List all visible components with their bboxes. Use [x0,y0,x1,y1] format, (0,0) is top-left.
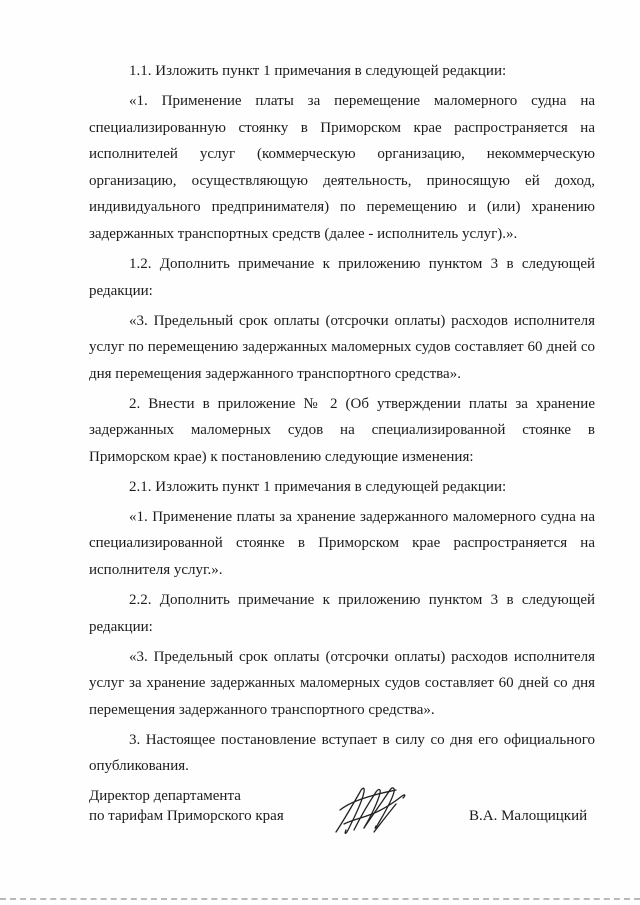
paragraph-2-1: 2.1. Изложить пункт 1 примечания в следующей редакции: [129,478,507,495]
signatory-position [89,786,284,826]
paragraph-2-1-text: «1. Применение платы за хранение задержанного маломерного судна на специализированной стоянке в Приморском крае распространяется на исполнителя услуг.». [89,508,595,579]
document-body [89,58,595,783]
paragraph-1-1: 1.1. Изложить пункт 1 примечания в следующей редакции: [129,63,507,79]
handwritten-signature-icon [330,780,410,842]
paragraph-1-2: 1.2. Дополнить примечание к приложению пунктом 3 в следующей редакции: [89,255,595,299]
signatory-position-line-2: по тарифам Приморского края [89,808,284,824]
signatory-name: В.А. Малощицкий [469,808,588,824]
page-bottom-edge [0,898,640,902]
paragraph-1-1-text: «1. Применение платы за перемещение маломерного судна на специализированную стоянку в Приморском крае распространяется на исполнителей услуг (коммерческую организацию, некоммерческую организацию, осуществляющую деятельность, приносящую ей доход, индивидуального предпринимателя) по перемещению и (или) хранению задержанных транспортных средств (далее - исполнитель услуг).». [89,92,595,242]
signatory-position-line-1: Директор департамента [89,788,241,804]
paragraph-2-2: 2.2. Дополнить примечание к приложению пунктом 3 в следующей редакции: [89,592,595,635]
paragraph-2-2-text: «3. Предельный срок оплаты (отсрочки оплаты) расходов исполнителя услуг за хранение задержанных маломерных судов составляет 60 дней со дня перемещения задержанного транспортного средства». [89,648,595,718]
paragraph-3: 3. Настоящее постановление вступает в силу со дня его официального опубликования. [89,731,595,775]
paragraph-2: 2. Внести в приложение № 2 (Об утверждении платы за хранение задержанных маломерных судов на специализированной стоянке в Приморском крае) к постановлению следующие изменения: [89,395,595,465]
paragraph-1-2-text: «3. Предельный срок оплаты (отсрочки оплаты) расходов исполнителя услуг по перемещению задержанных маломерных судов составляет 60 дней со дня перемещения задержанного транспортного средства». [89,312,595,382]
